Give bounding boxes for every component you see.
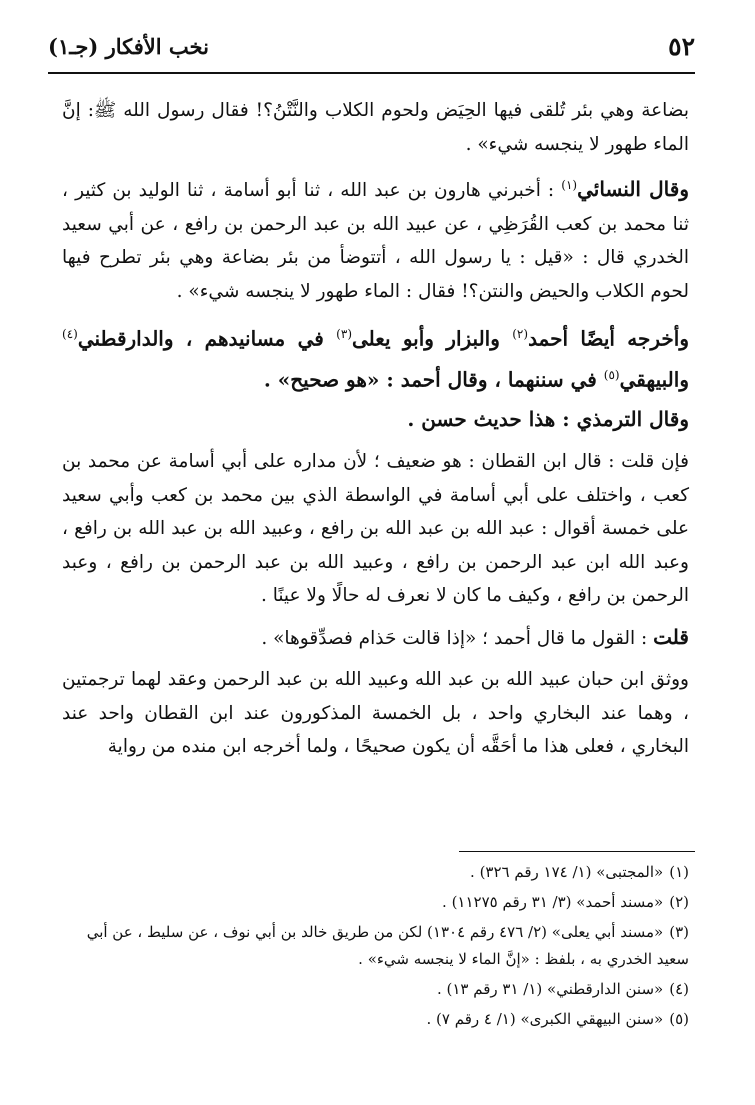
paragraph-segment: في سننهما ، وقال أحمد : «هو صحيح» . xyxy=(263,367,604,392)
paragraph-lead: وقال النسائي xyxy=(577,177,689,202)
paragraph-segment: والبزار وأبو يعلى xyxy=(352,326,513,351)
footnote-text: «المجتبى» (١/ ١٧٤ رقم ٣٢٦) . xyxy=(470,863,664,881)
paragraph-text: : القول ما قال أحمد ؛ «إذا قالت حَذام فصدِّقوها» . xyxy=(261,627,648,649)
paragraph-segment: والبيهقي xyxy=(619,367,689,392)
footnote-1 xyxy=(62,859,689,886)
book-title: نخب الأفكار (جـ١) xyxy=(48,34,209,59)
footnotes xyxy=(62,859,689,1036)
footnote-ref: (٥) xyxy=(603,367,620,382)
paragraph-lead: قلت xyxy=(653,624,689,649)
footnote-text: «سنن الدارقطني» (١/ ٣١ رقم ١٣) . xyxy=(436,980,664,998)
footnote-divider xyxy=(459,851,695,852)
paragraph-7 xyxy=(62,663,689,764)
paragraph-3 xyxy=(62,316,689,397)
paragraph-5 xyxy=(62,445,689,613)
footnote-2 xyxy=(62,889,689,916)
paragraph-segment: في مسانيدهم ، والدارقطني xyxy=(77,326,337,351)
footnote-ref: (١) xyxy=(561,178,578,192)
footnote-4 xyxy=(62,976,689,1003)
paragraph-text: وقال الترمذي : هذا حديث حسن . xyxy=(407,407,689,432)
page-number: ٥٢ xyxy=(668,32,695,61)
footnote-number: (٥) xyxy=(669,1010,689,1028)
paragraph-text: : أخبرني هارون بن عبد الله ، ثنا أبو أسامة ، ثنا الوليد بن كثير ، ثنا محمد بن كعب القُرَظِي ، عن عبيد الله بن عبد الرحمن بن رافع ، عن أبي سعيد الخدري قال : «قيل : يا رسول الله ، أتتوضأ من بئر بضاعة وهي بئر تطرح فيها لحوم الكلاب والحيض والنتن؟! فقال : الماء طهور لا ينجسه شيء» . xyxy=(62,180,689,302)
footnote-text: «مسند أبي يعلى» (٢/ ٤٧٦ رقم ١٣٠٤) لكن من طريق خالد بن أبي نوف ، عن سليط ، عن أبي سعيد الخدري به ، بلفظ : «إنَّ الماء لا ينجسه شيء» . xyxy=(86,923,689,968)
footnote-number: (٣) xyxy=(669,923,689,941)
footnote-ref: (٣) xyxy=(336,327,352,342)
paragraph-segment: وأخرجه أيضًا أحمد xyxy=(528,326,689,351)
footnote-3 xyxy=(62,919,689,973)
footnote-number: (٤) xyxy=(669,980,689,998)
footnote-text: «مسند أحمد» (٣/ ٣١ رقم ١١٢٧٥) . xyxy=(442,893,664,911)
paragraph-text: بضاعة وهي بئر تُلقى فيها الحِيَض ولحوم الكلاب والنَّتْنُ؟! فقال رسول الله ﷺ: إنَّ الماء طهور لا ينجسه شيء» . xyxy=(62,100,689,155)
main-text xyxy=(62,94,689,764)
footnote-5 xyxy=(62,1006,689,1033)
paragraph-text: فإن قلت : قال ابن القطان : هو ضعيف ؛ لأن مداره على أبي أسامة عن محمد بن كعب ، واختلف على أبي أسامة في الواسطة الذي بين محمد بن كعب وأبي سعيد على خمسة أقوال : عبد الله بن عبد الله بن رافع ، وعبيد الله بن عبد الله بن رافع ، وعبد الله ابن عبد الرحمن بن رافع ، وعبيد الله بن عبد الرحمن بن رافع ، وعبد الرحمن بن رافع ، وكيف ما كان لا نعرف له حالًا ولا عينًا . xyxy=(62,451,689,607)
paragraph-1 xyxy=(62,94,689,161)
footnote-text: «سنن البيهقي الكبرى» (١/ ٤ رقم ٧) . xyxy=(426,1010,664,1028)
footnote-ref: (٤) xyxy=(62,327,78,342)
paragraph-6 xyxy=(62,621,689,656)
footnote-ref: (٢) xyxy=(512,327,529,342)
paragraph-2 xyxy=(62,169,689,308)
footnote-number: (٢) xyxy=(669,893,689,911)
paragraph-text: ووثق ابن حبان عبيد الله بن عبد الله وعبيد الله بن عبد الرحمن وعقد لهما ترجمتين ، وهما عند البخاري واحد ، بل الخمسة المذكورون عند ابن القطان واحد عند البخاري ، فعلى هذا ما أحَقَّه أن يكون صحيحًا ، ولما أخرجه ابن منده من رواية xyxy=(62,669,689,758)
page-header xyxy=(48,30,695,74)
paragraph-4 xyxy=(62,401,689,437)
footnote-number: (١) xyxy=(669,863,689,881)
